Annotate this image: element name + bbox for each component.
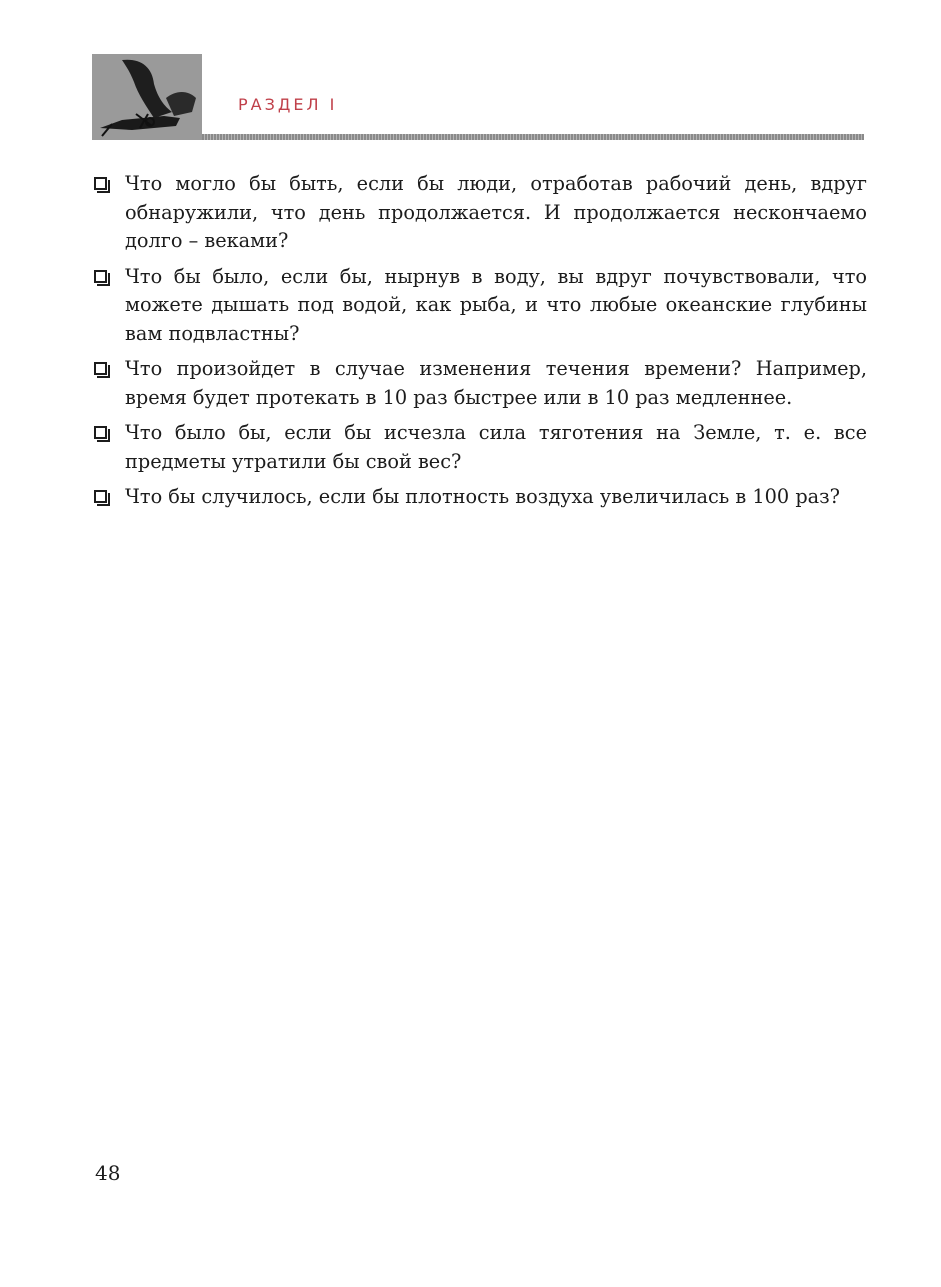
checkbox-icon — [94, 177, 107, 190]
question-text: Что бы случилось, если бы плотность воздуха увеличилась в 100 раз? — [125, 485, 841, 508]
question-text: Что было бы, если бы исчезла сила тяготения на Земле, т. е. все предметы утратили бы свой вес? — [125, 421, 867, 473]
question-text: Что бы было, если бы, нырнув в воду, вы вдруг почувствовали, что можете дышать под водой, как рыба, и что любые океанские глубины вам подвластны? — [125, 264, 867, 345]
header-divider — [202, 134, 864, 140]
question-item — [92, 419, 867, 476]
question-item — [92, 170, 867, 256]
question-text: Что могло бы быть, если бы люди, отработав рабочий день, вдруг обнаружили, что день продолжается. И продолжается нескончаемо долго – веками? — [125, 172, 867, 252]
question-item — [92, 355, 867, 412]
checkbox-icon — [94, 426, 107, 439]
flying-machine-icon — [92, 54, 202, 140]
section-label: РАЗДЕЛ I — [238, 95, 338, 114]
question-item — [92, 483, 867, 512]
question-text: Что произойдет в случае изменения течения времени? Например, время будет протекать в 10 раз быстрее или в 10 раз медленнее. — [125, 357, 867, 409]
question-list — [92, 170, 867, 519]
question-item — [92, 263, 867, 349]
page-number: 48 — [95, 1161, 121, 1185]
checkbox-icon — [94, 490, 107, 503]
checkbox-icon — [94, 362, 107, 375]
checkbox-icon — [94, 270, 107, 283]
